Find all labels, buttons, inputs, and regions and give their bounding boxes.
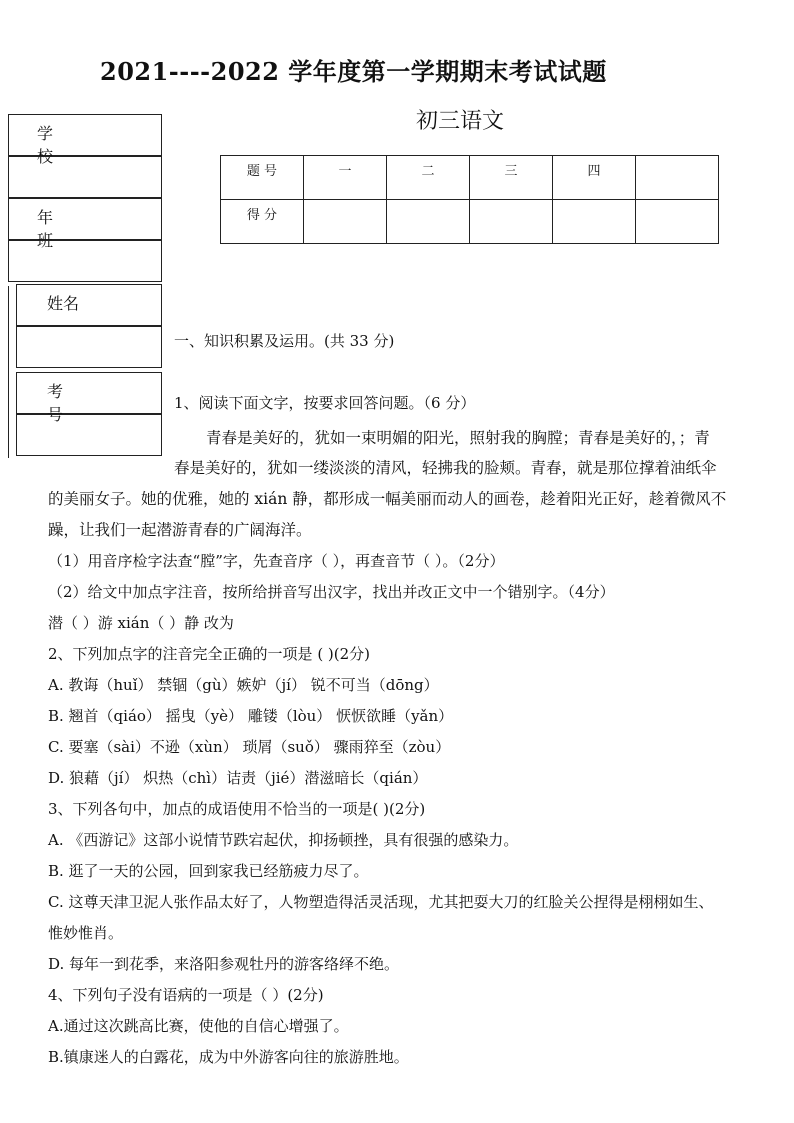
score-table-cell: 题 号	[221, 156, 304, 200]
passage-line: 的美丽女子。她的优雅，她的 xián 静，都形成一幅美丽而动人的画卷，趁着阳光正好，趁着微风不	[48, 490, 727, 508]
q2-option-c: C. 要塞（sài）不逊（xùn） 琐屑（suǒ） 骤雨猝至（zòu）	[48, 738, 451, 756]
school-field[interactable]	[8, 156, 162, 198]
score-table-cell: 二	[387, 156, 470, 200]
q3-option-a: A. 《西游记》这部小说情节跌宕起伏，抑扬顿挫，具有很强的感染力。	[48, 831, 519, 849]
q3-option-d: D. 每年一到花季，来洛阳参观牡丹的游客络绎不绝。	[48, 955, 400, 973]
q1-sub1: （1）用音序检字法查“膛”字，先查音序（ ），再查音节（ ）。（2分）	[48, 552, 505, 570]
score-input-cell[interactable]	[636, 200, 719, 244]
question-3-heading: 3、下列各句中，加点的成语使用不恰当的一项是( )(2分)	[48, 800, 426, 818]
score-input-cell[interactable]	[553, 200, 636, 244]
q2-option-d: D. 狼藉（jí） 炽热（chì）诘责（jié）潜滋暗长（qián）	[48, 769, 428, 787]
score-input-cell[interactable]	[387, 200, 470, 244]
exam-subtitle: 初三语文	[416, 109, 505, 134]
school-label-cell	[8, 114, 162, 166]
score-table-row	[221, 156, 719, 200]
score-table-cell: 三	[470, 156, 553, 200]
info-box-outer-line	[8, 286, 9, 458]
exam-no-field[interactable]	[16, 414, 162, 456]
class-label-cell	[8, 198, 162, 250]
passage-line: 躁，让我们一起潜游青春的广阔海洋。	[48, 521, 312, 539]
q3-option-c-cont: 惟妙惟肖。	[48, 924, 124, 942]
q2-option-b: B. 翘首（qiáo） 摇曳（yè） 雕镂（lòu） 恹恹欲睡（yǎn）	[48, 707, 454, 725]
passage-line: 春是美好的，犹如一缕淡淡的清风，轻拂我的脸颊。青春，就是那位撑着油纸伞	[174, 459, 717, 477]
q3-option-b: B. 逛了一天的公园，回到家我已经筋疲力尽了。	[48, 862, 369, 880]
question-2-heading: 2、下列加点字的注音完全正确的一项是 ( )(2分)	[48, 645, 371, 663]
score-input-cell[interactable]	[304, 200, 387, 244]
exam-no-label-cell	[16, 372, 162, 424]
score-table-cell: 一	[304, 156, 387, 200]
score-table	[220, 155, 719, 244]
exam-title: 2021----2022 学年度第一学期期末考试试题	[100, 57, 607, 86]
q1-sub2: （2）给文中加点字注音，按所给拼音写出汉字，找出并改正文中一个错别字。（4分）	[48, 583, 615, 601]
score-table-cell: 得 分	[221, 200, 304, 244]
student-info-box	[8, 114, 164, 458]
name-label-cell	[16, 284, 162, 326]
score-table-cell	[636, 156, 719, 200]
question-1-heading: 1、阅读下面文字，按要求回答问题。（6 分）	[174, 394, 476, 412]
q3-option-c: C. 这尊天津卫泥人张作品太好了，人物塑造得活灵活现，尤其把耍大刀的红脸关公捏得是栩栩如生、	[48, 893, 714, 911]
score-table-cell: 四	[553, 156, 636, 200]
q4-option-a: A.通过这次跳高比赛，使他的自信心增强了。	[48, 1017, 349, 1035]
score-input-cell[interactable]	[470, 200, 553, 244]
q4-option-b: B.镇康迷人的白露花，成为中外游客向往的旅游胜地。	[48, 1048, 409, 1066]
school-label: 学 校	[37, 124, 92, 166]
class-field[interactable]	[8, 240, 162, 282]
exam-no-label: 考 号	[47, 382, 102, 424]
passage-line: 青春是美好的，犹如一束明媚的阳光，照射我的胸膛；青春是美好的，；青	[206, 429, 710, 447]
question-4-heading: 4、下列句子没有语病的一项是（ ）(2分)	[48, 986, 324, 1004]
name-label: 姓名	[47, 294, 80, 313]
class-label: 年 班	[37, 208, 106, 250]
name-field[interactable]	[16, 326, 162, 368]
q1-sub2-blanks: 潜（ ）游 xián（ ）静 改为	[48, 614, 234, 632]
q2-option-a: A. 教诲（huǐ） 禁锢（gù）嫉妒（jí） 锐不可当（dōng）	[48, 676, 439, 694]
score-table-row	[221, 200, 719, 244]
section-heading: 一、知识积累及运用。(共 33 分)	[174, 332, 395, 350]
